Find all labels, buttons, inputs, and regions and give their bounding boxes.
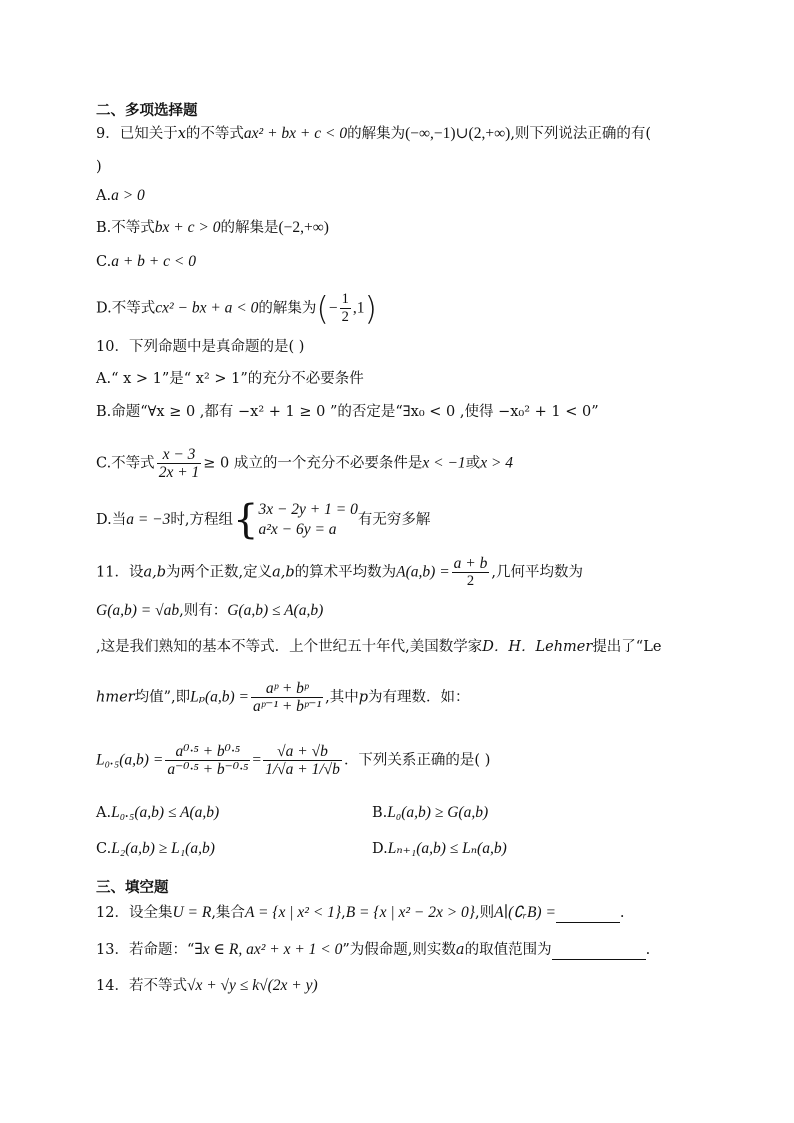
q9-var-x: x — [177, 126, 186, 142]
fraction-denominator: 1/√a + 1/√b — [265, 761, 340, 778]
option-label: C. — [96, 841, 112, 857]
fraction-denominator: aᵖ⁻¹ + bᵖ⁻¹ — [253, 698, 322, 715]
option-math: Lₙ₊₁(a,b) ≤ Lₙ(a,b) — [387, 840, 507, 857]
option-math: a + b + c < 0 — [111, 253, 196, 270]
option-math: a = −3 — [126, 511, 171, 528]
minus-sign: − — [328, 299, 338, 317]
q9-option-b[interactable] — [96, 218, 329, 238]
option-math: cx² − bx + a < 0 — [155, 299, 259, 317]
math: U = R — [172, 904, 212, 921]
q9-solution-set: (−∞,−1)∪(2,+∞) — [405, 125, 511, 142]
fraction-numerator: a + b — [453, 555, 488, 572]
text: . — [619, 905, 625, 921]
question-11-line-5 — [96, 743, 490, 778]
option-math: x > 4 — [480, 454, 514, 472]
answer-blank[interactable] — [556, 908, 620, 923]
option-math: a > 0 — [111, 187, 145, 204]
fraction-numerator: 1 — [341, 291, 349, 307]
option-text: 的解集为 — [258, 300, 317, 317]
math: G(a,b) ≤ A(a,b) — [227, 602, 324, 619]
math: A∣(∁ᵣB) = — [494, 904, 556, 921]
math: G(a,b) = √ab — [96, 602, 180, 619]
text: 的算术平均数为 — [294, 564, 397, 581]
text: 13．若命题：“ — [96, 942, 195, 958]
text: 为两个正数,定义 — [166, 564, 273, 581]
option-label: B.不等式 — [96, 220, 155, 236]
fraction-numerator: aᵖ + bᵖ — [251, 680, 323, 698]
name: D．H．Lehmer — [482, 639, 593, 655]
fraction-denominator: a⁻⁰·⁵ + b⁻⁰·⁵ — [167, 761, 249, 778]
text: ．下列关系正确的是( ) — [343, 752, 491, 769]
left-brace: { — [233, 497, 259, 543]
fraction-numerator: x − 3 — [157, 446, 202, 464]
fraction-denominator: 2x + 1 — [158, 464, 200, 481]
name: hmer — [96, 689, 135, 706]
text: ,则 — [475, 905, 495, 921]
math: ∃x ∈ R, ax² + x + 1 < 0 — [194, 941, 343, 958]
fraction-denominator: 2 — [341, 309, 349, 325]
text: ”为假命题,则实数 — [342, 942, 456, 958]
option-text: 的解集是 — [220, 220, 279, 236]
q9-close-paren: ) — [96, 159, 102, 175]
fraction-numerator: a⁰·⁵ + b⁰·⁵ — [165, 743, 250, 761]
option-text: 时,方程组 — [170, 512, 233, 528]
option-math: bx + c > 0 — [154, 219, 221, 236]
equation-system — [258, 500, 357, 540]
question-11-line-1 — [96, 555, 583, 590]
option-math: x < −1 — [422, 454, 466, 472]
math: p — [358, 689, 369, 706]
math: B = {x | x² − 2x > 0} — [345, 904, 476, 921]
option-label: C. — [96, 254, 112, 270]
text: 的取值范围为 — [464, 942, 552, 958]
math: A(a,b) = — [396, 563, 450, 581]
answer-blank[interactable] — [552, 945, 646, 960]
text: ,几何平均数为 — [491, 564, 583, 581]
equation-1: 3x − 2y + 1 = 0 — [258, 501, 358, 518]
text: 均值”,即 — [134, 689, 191, 706]
q11-option-a[interactable] — [96, 803, 219, 823]
section-title-fill-in: 三、填空题 — [96, 880, 169, 896]
option-text: 或 — [465, 455, 481, 472]
section-title-multiple-choice: 二、多项选择题 — [96, 103, 198, 119]
question-11-line-2 — [96, 601, 323, 621]
q10-option-d[interactable] — [96, 497, 431, 543]
fraction — [340, 291, 351, 326]
math: Lₚ(a,b) = — [190, 688, 249, 706]
text: . — [645, 942, 651, 958]
right-paren: ) — [364, 289, 377, 328]
question-14 — [96, 976, 318, 996]
fraction-denominator: 2 — [466, 573, 475, 589]
option-math: ,1 — [352, 299, 365, 317]
q9-option-c[interactable] — [96, 252, 196, 272]
question-11-line-4 — [96, 680, 470, 715]
left-paren: ( — [316, 289, 329, 328]
option-math: L₀.₅(a,b) ≤ A(a,b) — [111, 804, 220, 821]
fraction — [452, 555, 490, 590]
option-label: B. — [372, 805, 388, 821]
q10-option-c[interactable] — [96, 446, 513, 481]
question-11-line-3 — [96, 637, 661, 657]
q9-stem-part: 的解集为 — [347, 126, 406, 142]
q10-option-b[interactable]: B.命题“∀x ≥ 0 ,都有 −x² + 1 ≥ 0 ”的否定是“∃x₀ < 0 ,使得 −x₀² + 1 < 0” — [96, 404, 599, 420]
option-math: (−2,+∞) — [278, 219, 329, 236]
option-label: A. — [96, 188, 112, 204]
math: = — [252, 751, 262, 769]
text: 14．若不等式 — [96, 978, 187, 994]
q11-option-b[interactable] — [372, 803, 488, 823]
math: a,b — [143, 564, 166, 581]
text: 为有理数．如： — [368, 689, 470, 706]
q9-option-d[interactable] — [96, 291, 377, 326]
text: 11．设 — [96, 564, 144, 581]
text: , — [341, 905, 346, 921]
math: L₀.₅(a,b) = — [96, 751, 164, 769]
option-math: L₀(a,b) ≥ G(a,b) — [387, 804, 489, 821]
math: A = {x | x² < 1} — [244, 904, 342, 921]
option-label: D.当 — [96, 512, 127, 528]
q9-stem-part: 的不等式 — [185, 126, 244, 142]
text: ,则有： — [179, 603, 228, 619]
question-13 — [96, 940, 650, 960]
option-text: ≥ 0 成立的一个充分不必要条件是 — [203, 455, 423, 472]
q10-option-a[interactable]: A.“ x > 1”是“ x² > 1”的充分不必要条件 — [96, 371, 364, 387]
option-label: A. — [96, 805, 112, 821]
text: ,其中 — [325, 689, 359, 706]
text: ,集合 — [211, 905, 245, 921]
text: 提出了“Le — [592, 639, 662, 655]
q9-inequality: ax² + bx + c < 0 — [243, 125, 348, 142]
option-text: 有无穷多解 — [357, 512, 431, 528]
q9-option-a[interactable] — [96, 186, 145, 206]
option-label: C.不等式 — [96, 455, 155, 472]
fraction — [263, 743, 342, 778]
question-10-stem: 10．下列命题中是真命题的是( ) — [96, 339, 305, 355]
text: ,这是我们熟知的基本不等式．上个世纪五十年代,美国数学家 — [96, 639, 483, 655]
question-9-stem — [96, 124, 651, 144]
option-math: L₂(a,b) ≥ L₁(a,b) — [111, 840, 215, 857]
question-12 — [96, 903, 625, 923]
q11-option-d[interactable] — [372, 839, 507, 859]
q11-option-c[interactable] — [96, 839, 215, 859]
fraction — [165, 743, 250, 778]
option-label: D.不等式 — [96, 300, 156, 317]
fraction-numerator: √a + √b — [263, 743, 342, 761]
math: a — [455, 942, 465, 958]
q9-stem-part: 9．已知关于 — [96, 126, 178, 142]
equation-2: a²x − 6y = a — [258, 521, 337, 538]
math: a,b — [272, 564, 295, 581]
math: √x + √y ≤ k√(2x + y) — [186, 977, 318, 994]
fraction — [251, 680, 323, 715]
option-label: D. — [372, 841, 388, 857]
q9-stem-part: ,则下列说法正确的有( — [510, 126, 652, 142]
text: 12．设全集 — [96, 905, 173, 921]
fraction — [157, 446, 202, 481]
